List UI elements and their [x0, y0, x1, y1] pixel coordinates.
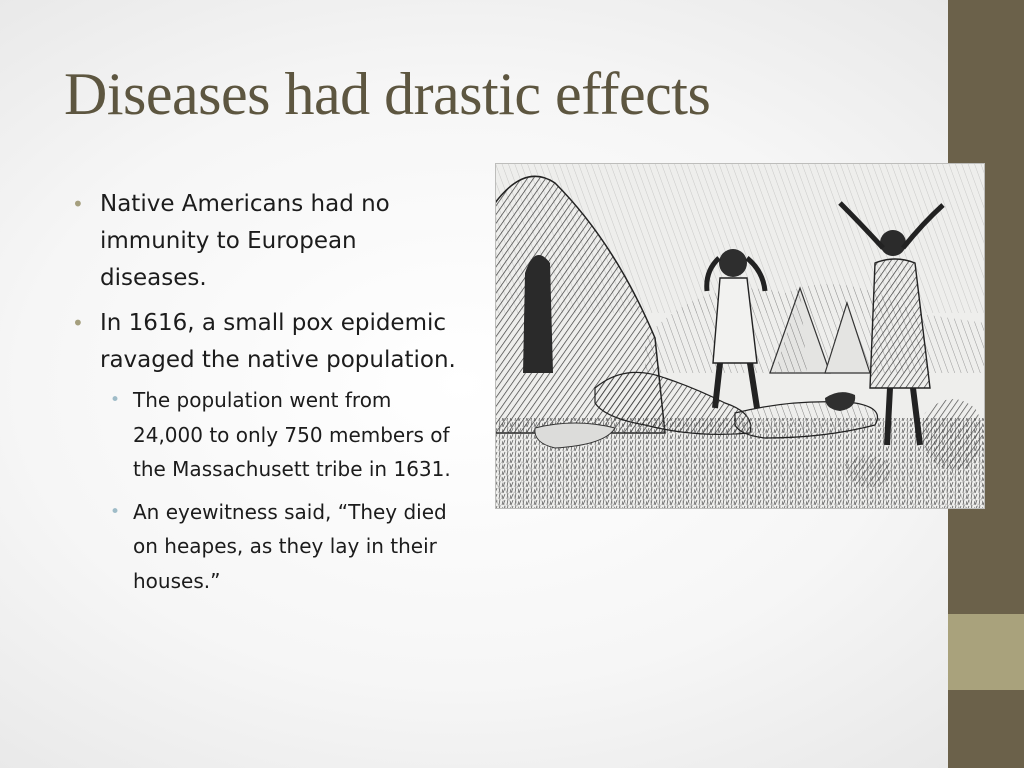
- slide-title: Diseases had drastic effects: [64, 61, 711, 127]
- engraving-illustration-icon: [495, 163, 985, 509]
- sub-bullet-text: An eyewitness said, “They died on heapes, as they lay in their houses.”: [133, 499, 447, 593]
- engraving-illustration: [495, 163, 985, 509]
- bullet-item: [72, 305, 467, 598]
- sub-bullet-item: [104, 495, 467, 599]
- bullet-text: In 1616, a small pox epidemic ravaged the native population.: [100, 310, 456, 373]
- decorative-sidebar-accent: [948, 614, 1024, 690]
- sub-bullet-list: [104, 383, 467, 598]
- sub-bullet-text: The population went from 24,000 to only 750 members of the Massachusett tribe in 1631.: [133, 388, 451, 481]
- bullet-list: [72, 186, 467, 606]
- bullet-item: [72, 186, 467, 297]
- sub-bullet-item: [104, 383, 467, 487]
- bullet-text: Native Americans had no immunity to European diseases.: [100, 191, 390, 291]
